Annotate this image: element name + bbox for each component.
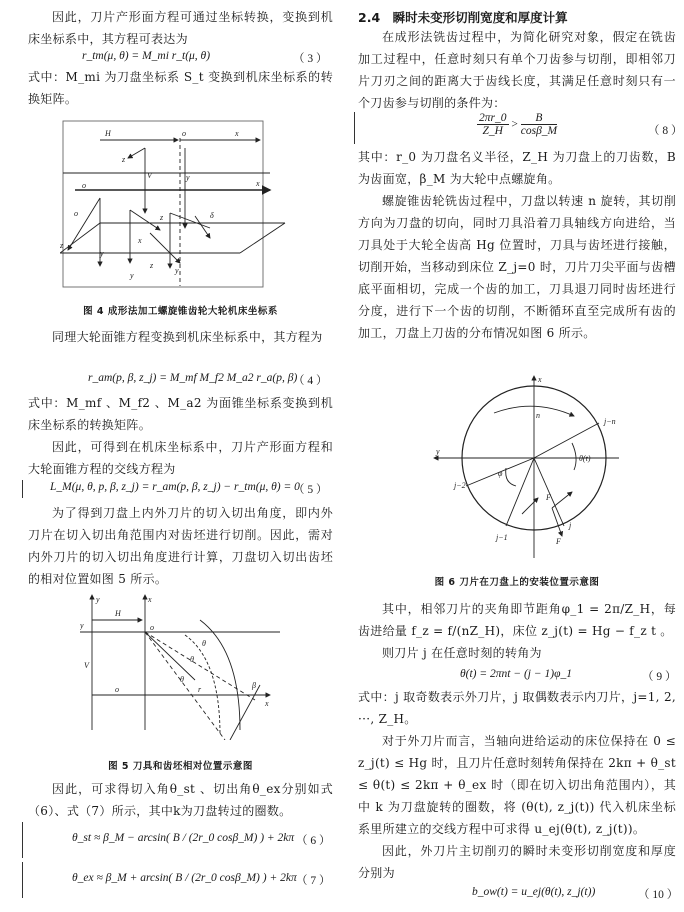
equation-7: θ_ex ≈ β_M + arcsin( B / (2r_0 cosβ_M) ) + 2kπ — [72, 872, 297, 884]
paragraph: 因此，可求得切入角θ_st 、切出角θ_ex分别如式（6）、式（7）所示，其中k为刀盘转过的圈数。 — [28, 782, 333, 818]
paragraph: 式中：j 取奇数表示外刀片，j 取偶数表示内刀片，j=1, 2, ···, Z_H。 — [358, 690, 676, 726]
svg-text:β: β — [252, 681, 256, 690]
figure-4-diagram — [60, 118, 290, 290]
svg-text:H: H — [105, 129, 111, 138]
svg-text:H: H — [115, 609, 121, 618]
svg-text:z: z — [160, 213, 164, 222]
paragraph: 对于外刀片而言，当轴向进给运动的床位保持在 0 ≤ z_j(t) ≤ Hg 时，且刀片任意时刻转角保持在 2kπ + θ_st ≤ θ(t) ≤ 2kπ + θ_ex 时（即在切入切出角范围内），其中 k 为刀盘旋转的圈数，将 (θ(t), z_j(t)) 代入机床坐标系里所建立的交线方程中可求得 u_ej(θ(t), z_j(t))。 — [358, 734, 676, 836]
paragraph: 因此，可得到在机床坐标系中，刀片产形面方程和大轮面锥方程的交线方程为 — [28, 440, 333, 476]
figure-4-caption: 图 4 成形法加工螺旋锥齿轮大轮机床坐标系 — [83, 306, 278, 317]
svg-text:o: o — [182, 129, 186, 138]
equation-marker — [354, 112, 355, 144]
equation-6: θ_st ≈ β_M − arcsin( B / (2r_0 cosβ_M) ) + 2kπ — [72, 832, 295, 844]
paragraph: 为了得到刀盘上内外刀片的切入切出角度，即内外刀片在切入切出角范围内对齿坯进行切削。因此，需对内外刀片的切入切出角度进行计算，刀盘切入切出齿坯的相对位置如图 5 所示。 — [28, 506, 333, 586]
svg-text:o: o — [74, 209, 78, 218]
svg-text:F: F — [546, 493, 551, 502]
equation-marker — [22, 822, 23, 858]
svg-text:θ: θ — [202, 639, 206, 648]
svg-text:j: j — [569, 521, 572, 530]
paragraph: 式中：M_mi 为刀盘坐标系 S_t 变换到机床坐标系的转换矩阵。 — [28, 70, 333, 106]
svg-text:j−1: j−1 — [496, 533, 508, 542]
equation-4: r_am(p, β, z_j) = M_mf M_f2 M_a2 r_a(p, β) — [88, 372, 298, 384]
paragraph: 因此，外刀片主切削刃的瞬时未变形切削宽度和厚度分别为 — [358, 844, 676, 880]
svg-text:y: y — [80, 621, 84, 630]
svg-text:r: r — [198, 685, 202, 694]
svg-text:y: y — [186, 173, 190, 182]
svg-text:y: y — [175, 266, 179, 275]
paragraph: 则刀片 j 在任意时刻的转角为 — [382, 646, 542, 660]
svg-text:x: x — [265, 699, 269, 708]
equation-number: （ 5 ） — [293, 484, 328, 496]
svg-text:x: x — [235, 129, 239, 138]
equation-number: （ 3 ） — [293, 53, 328, 65]
equation-number: （ 7 ） — [296, 875, 331, 887]
svg-text:o: o — [115, 685, 119, 694]
svg-text:V: V — [84, 661, 89, 670]
svg-text:o: o — [82, 181, 86, 190]
section-heading: 2.4 瞬时未变形切削宽度和厚度计算 — [358, 10, 568, 25]
paragraph: 螺旋锥齿轮铣齿过程中，刀盘以转速 n 旋转，其切削方向为刀盘的切向，同时刀具沿着刀具轴线方向进给，当刀具处于大轮全齿高 Hg 位置时，刀具与齿坯进行接触，切削开始，当移动到床位 Z_j=0 时，刀片刀尖平面与齿槽底平面相切，完成一个齿的加工，刀具退刀同时齿坯进行分度，进行下一个齿的切削，不断循环直至完成所有齿的加工，刀盘上刀齿的分布情况如图 6 所示。 — [358, 194, 676, 340]
paragraph: 其中，相邻刀片的夹角即节距角φ_1 = 2π/Z_H，每齿进给量 f_z = f/(nZ_H)，床位 z_j(t) = Hg − f_z t 。 — [358, 602, 676, 638]
svg-text:z: z — [60, 241, 64, 250]
equation-number: （ 6 ） — [296, 835, 331, 847]
equation-marker — [22, 480, 23, 498]
figure-5-diagram — [80, 590, 280, 740]
equation-number: （ 4 ） — [293, 375, 328, 387]
equation-3: r_tm(μ, θ) = M_mi r_t(μ, θ) — [82, 50, 211, 62]
equation-marker — [22, 862, 23, 898]
figure-5-caption: 图 5 刀具和齿坯相对位置示意图 — [108, 761, 253, 772]
equation-number: （ 10 ） — [638, 889, 679, 901]
paragraph: 因此，刀片产形面方程可通过坐标转换，变换到机床坐标系中，其方程可表达为 — [28, 10, 333, 46]
svg-text:z: z — [150, 261, 154, 270]
figure-6-caption: 图 6 刀片在刀盘上的安装位置示意图 — [434, 577, 600, 588]
svg-text:F: F — [556, 537, 561, 546]
svg-text:x: x — [138, 236, 142, 245]
svg-text:θ: θ — [190, 655, 194, 664]
paragraph: 同理大轮面锥方程变换到机床坐标系中，其方程为 — [52, 330, 323, 344]
svg-text:j−n: j−n — [604, 417, 616, 426]
paragraph: 其中：r_0 为刀盘名义半径，Z_H 为刀盘上的刀齿数，B 为齿面宽，β_M 为大轮中点螺旋角。 — [358, 150, 676, 186]
svg-text:δ: δ — [210, 211, 214, 220]
equation-number: （ 8 ） — [648, 125, 683, 137]
svg-text:y: y — [96, 595, 100, 604]
equation-number: （ 9 ） — [642, 671, 677, 683]
svg-text:φ: φ — [498, 469, 503, 478]
svg-text:θ: θ — [180, 675, 184, 684]
paragraph: 式中：M_mf 、M_f2 、M_a2 为面锥坐标系变换到机床坐标系的转换矩阵。 — [28, 396, 333, 432]
svg-text:j−2: j−2 — [454, 481, 466, 490]
svg-text:z: z — [122, 155, 126, 164]
svg-text:y: y — [100, 249, 104, 258]
paragraph: 在成形法铣齿过程中，为简化研究对象，假定在铣齿加工过程中，任意时刻只有单个刀齿参与切削，即相邻刀片刀刃之间的距离大于齿线长度，其满足任意时刻只有一个刀齿参与切削的条件为： — [358, 30, 676, 110]
svg-text:x: x — [148, 595, 152, 604]
svg-text:y: y — [436, 447, 440, 456]
equation-9: θ(t) = 2πnt − (j − 1)φ_1 — [460, 668, 572, 680]
equation-8: $\frac{2\pi r\_0}{Z\_H}$ > $\frac{B}{\cos\beta\_M}$ — [479, 112, 558, 137]
svg-text:x: x — [538, 375, 542, 384]
svg-text:y: y — [130, 271, 134, 280]
svg-text:V: V — [147, 171, 152, 180]
svg-text:x: x — [256, 179, 260, 188]
equation-10: b_ow(t) = u_ej(θ(t), z_j(t)) — [472, 886, 596, 898]
equation-5: L_M(μ, θ, p, β, z_j) = r_am(p, β, z_j) − r_tm(μ, θ) = 0 — [50, 481, 300, 493]
figure-6-diagram — [424, 368, 624, 568]
svg-text:o: o — [150, 623, 154, 632]
svg-text:n: n — [536, 411, 540, 420]
svg-text:θ(t): θ(t) — [579, 454, 591, 463]
